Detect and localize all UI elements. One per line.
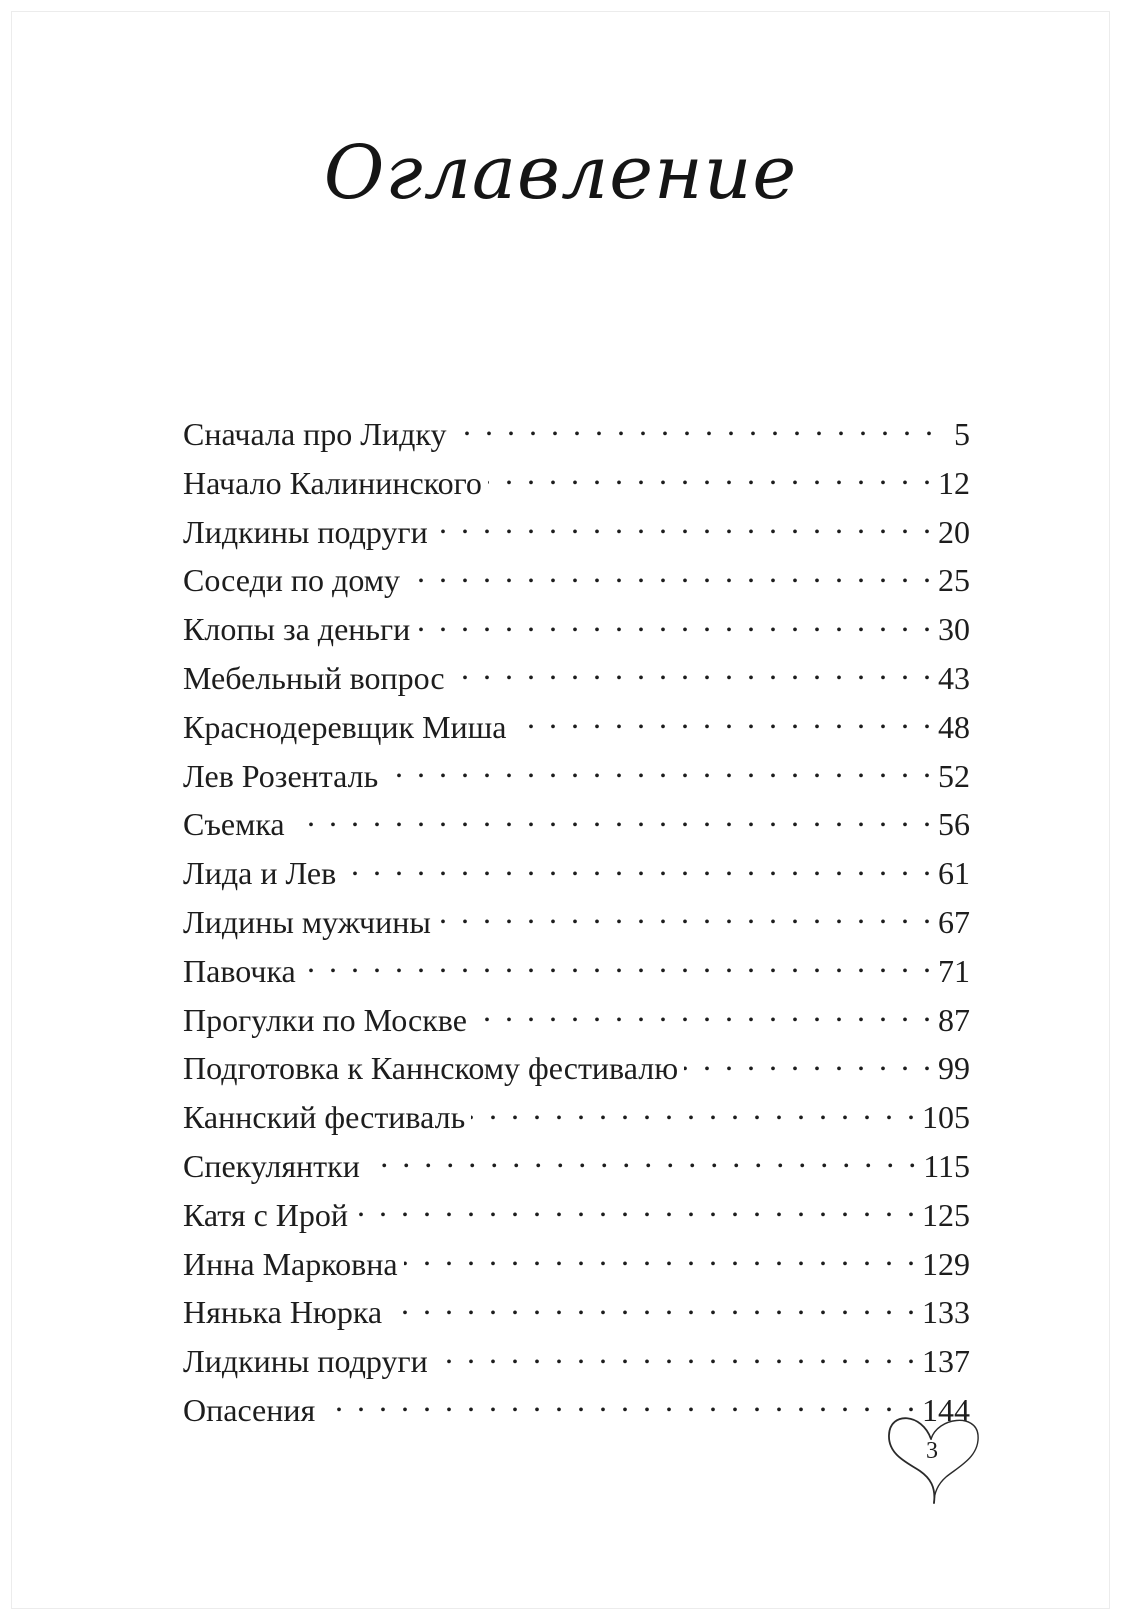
toc-entry-title: Краснодеревщик Миша bbox=[183, 708, 507, 745]
table-of-contents bbox=[183, 413, 970, 1438]
toc-entry bbox=[183, 706, 970, 755]
toc-entry-title: Мебельный вопрос bbox=[183, 659, 445, 696]
toc-entry-title: Съемка bbox=[183, 806, 285, 843]
toc-leader-dots bbox=[512, 706, 934, 738]
toc-leader-dots bbox=[684, 1047, 934, 1079]
toc-entry bbox=[183, 1047, 970, 1096]
toc-entry-title: Павочка bbox=[183, 952, 296, 989]
toc-entry-title: Соседи по дому bbox=[183, 562, 400, 599]
toc-entry bbox=[183, 950, 970, 999]
toc-entry-title: Начало Калининского bbox=[183, 464, 482, 501]
toc-entry bbox=[183, 1243, 970, 1292]
toc-entry-title: Каннский фестиваль bbox=[183, 1099, 466, 1136]
toc-entry-page: 43 bbox=[938, 659, 970, 696]
toc-entry-title: Инна Марковна bbox=[183, 1245, 398, 1282]
toc-entry-page: 61 bbox=[938, 855, 970, 892]
page-number: 3 bbox=[926, 1438, 938, 1464]
toc-leader-dots bbox=[366, 1145, 919, 1177]
toc-entry-page: 5 bbox=[954, 416, 970, 452]
toc-entry-title: Сначала про Лидку bbox=[183, 416, 447, 452]
toc-leader-dots bbox=[434, 1340, 918, 1372]
toc-leader-dots bbox=[388, 1291, 918, 1323]
toc-entry-title: Клопы за деньги bbox=[183, 611, 411, 648]
toc-entry-page: 20 bbox=[938, 513, 970, 550]
toc-entry-page: 115 bbox=[923, 1147, 970, 1184]
toc-leader-dots bbox=[384, 755, 934, 787]
toc-leader-dots bbox=[452, 413, 936, 445]
book-page bbox=[11, 11, 1110, 1609]
toc-leader-dots bbox=[342, 852, 934, 884]
toc-entry bbox=[183, 511, 970, 560]
toc-leader-dots bbox=[406, 559, 934, 591]
toc-entry-page: 12 bbox=[938, 464, 970, 501]
toc-entry bbox=[183, 1096, 970, 1145]
toc-entry bbox=[183, 559, 970, 608]
toc-entry-page: 133 bbox=[922, 1294, 970, 1331]
toc-entry-title: Нянька Нюрка bbox=[183, 1294, 383, 1331]
toc-entry bbox=[183, 657, 970, 706]
toc-entry-title: Катя с Ирой bbox=[183, 1196, 349, 1233]
toc-entry-page: 56 bbox=[938, 806, 970, 843]
toc-entry-page: 67 bbox=[938, 903, 970, 940]
toc-entry bbox=[183, 1145, 970, 1194]
toc-entry-title: Лидкины подруги bbox=[183, 513, 428, 550]
toc-leader-dots bbox=[416, 608, 934, 640]
toc-entry-page: 105 bbox=[922, 1099, 970, 1136]
toc-entry-page: 87 bbox=[938, 1001, 970, 1038]
toc-leader-dots bbox=[291, 803, 934, 835]
toc-leader-dots bbox=[451, 657, 934, 689]
toc-entry bbox=[183, 1291, 970, 1340]
toc-entry-title: Прогулки по Москве bbox=[183, 1001, 467, 1038]
toc-entry-page: 71 bbox=[938, 952, 970, 989]
toc-entry bbox=[183, 1340, 970, 1389]
toc-entry-page: 30 bbox=[938, 611, 970, 648]
toc-entry-page: 137 bbox=[922, 1343, 970, 1380]
toc-entry-page: 99 bbox=[938, 1050, 970, 1087]
page-title: Оглавление bbox=[323, 130, 798, 216]
toc-leader-dots bbox=[473, 999, 934, 1031]
toc-leader-dots bbox=[404, 1243, 918, 1275]
toc-entry-title: Опасения bbox=[183, 1391, 316, 1428]
toc-entry-page: 129 bbox=[922, 1245, 970, 1282]
toc-entry bbox=[183, 608, 970, 657]
toc-entry-title: Лида и Лев bbox=[183, 855, 337, 892]
toc-entry-title: Лидины мужчины bbox=[183, 903, 431, 940]
toc-entry-title: Лев Розенталь bbox=[183, 757, 379, 794]
toc-entry-title: Лидкины подруги bbox=[183, 1343, 428, 1380]
toc-entry bbox=[183, 462, 970, 511]
toc-entry bbox=[183, 1194, 970, 1243]
toc-leader-dots bbox=[471, 1096, 918, 1128]
toc-leader-dots bbox=[354, 1194, 918, 1226]
toc-entry-title: Подготовка к Каннскому фестивалю bbox=[183, 1050, 679, 1087]
toc-leader-dots bbox=[434, 511, 934, 543]
toc-entry-page: 125 bbox=[922, 1196, 970, 1233]
toc-leader-dots bbox=[488, 462, 934, 494]
toc-leader-dots bbox=[302, 950, 934, 982]
toc-entry bbox=[183, 999, 970, 1048]
toc-entry bbox=[183, 803, 970, 852]
toc-entry-page: 52 bbox=[938, 757, 970, 794]
toc-entry bbox=[183, 901, 970, 950]
toc-leader-dots bbox=[321, 1389, 918, 1421]
toc-entry-page: 25 bbox=[938, 562, 970, 599]
toc-entry-page: 48 bbox=[938, 708, 970, 745]
toc-entry bbox=[183, 1389, 970, 1438]
toc-entry-page: 144 bbox=[922, 1391, 970, 1428]
toc-entry bbox=[183, 852, 970, 901]
toc-entry bbox=[183, 755, 970, 804]
toc-entry-title: Спекулянтки bbox=[183, 1147, 360, 1184]
toc-leader-dots bbox=[437, 901, 934, 933]
toc-entry bbox=[183, 413, 970, 462]
